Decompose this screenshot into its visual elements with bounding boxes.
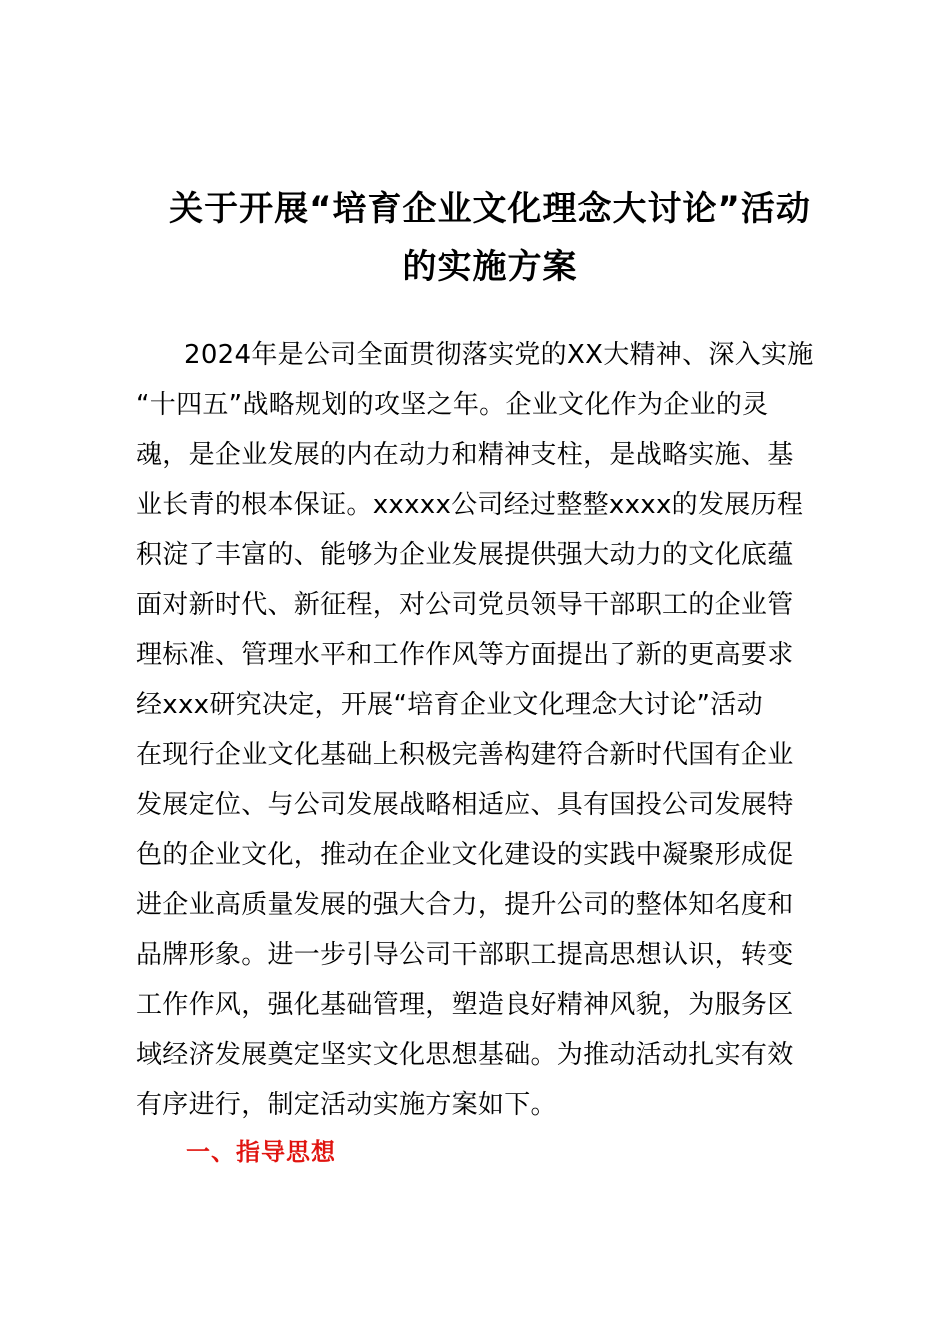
paragraph-line: 域经济发展奠定坚实文化思想基础。为推动活动扎实有效 bbox=[136, 1040, 794, 1070]
paragraph-line: 色的企业文化，推动在企业文化建设的实践中凝聚形成促 bbox=[136, 840, 794, 870]
paragraph-line: 发展定位、与公司发展战略相适应、具有国投公司发展特 bbox=[136, 790, 794, 820]
paragraph-line: 面对新时代、新征程，对公司党员领导干部职工的企业管 bbox=[136, 590, 794, 620]
section-heading: 一、指导思想 bbox=[186, 1138, 336, 1166]
paragraph-line: 有序进行，制定活动实施方案如下。 bbox=[136, 1090, 557, 1120]
paragraph-line: 2024年是公司全面贯彻落实党的XX大精神、深入实施 bbox=[184, 340, 814, 370]
paragraph-line: 进企业高质量发展的强大合力，提升公司的整体知名度和 bbox=[136, 890, 794, 920]
body-paragraph bbox=[136, 330, 836, 1130]
paragraph-line: 业长青的根本保证。xxxxx公司经过整整xxxx的发展历程 bbox=[136, 490, 804, 520]
paragraph-line: 经xxx研究决定，开展“培育企业文化理念大讨论”活动 bbox=[136, 690, 763, 720]
title-line-2: 的实施方案 bbox=[402, 247, 578, 287]
paragraph-line: 理标准、管理水平和工作作风等方面提出了新的更高要求 bbox=[136, 640, 794, 670]
document-title bbox=[120, 180, 860, 296]
paragraph-line: 工作作风，强化基础管理，塑造良好精神风貌，为服务区 bbox=[136, 990, 794, 1020]
paragraph-line: 在现行企业文化基础上积极完善构建符合新时代国有企业 bbox=[136, 740, 794, 770]
paragraph-line: 品牌形象。进一步引导公司干部职工提高思想认识，转变 bbox=[136, 940, 794, 970]
title-line-1: 关于开展“培育企业文化理念大讨论”活动 bbox=[169, 189, 811, 229]
paragraph-line: “十四五”战略规划的攻坚之年。企业文化作为企业的灵 bbox=[136, 390, 769, 420]
paragraph-line: 魂，是企业发展的内在动力和精神支柱，是战略实施、基 bbox=[136, 440, 794, 470]
paragraph-line: 积淀了丰富的、能够为企业发展提供强大动力的文化底蕴 bbox=[136, 540, 794, 570]
